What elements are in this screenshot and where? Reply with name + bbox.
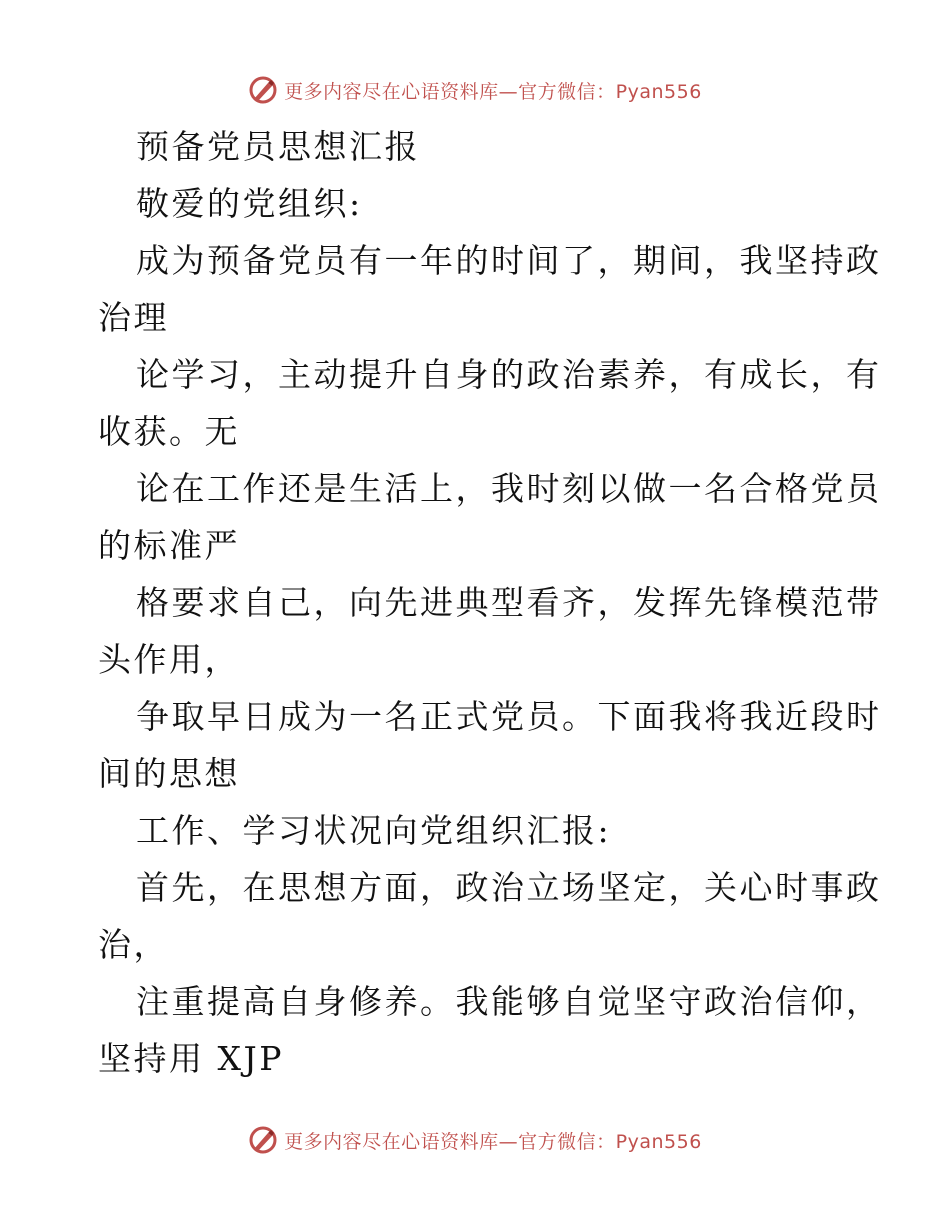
doc-line: 间的思想 — [98, 754, 240, 793]
doc-line: 治理 — [98, 298, 169, 337]
doc-salutation: 敬爱的党组织: — [136, 184, 363, 223]
doc-line: 首先，在思想方面，政治立场坚定，关心时事政 — [136, 868, 882, 907]
pen-logo-icon — [248, 75, 278, 105]
doc-line: 争取早日成为一名正式党员。下面我将我近段时 — [136, 697, 882, 736]
doc-line: 坚持用 XJP — [98, 1039, 284, 1078]
document-body — [98, 118, 882, 1087]
doc-line: 格要求自己，向先进典型看齐，发挥先锋模范带 — [136, 583, 882, 622]
doc-line: 头作用， — [98, 640, 240, 679]
doc-line: 治， — [98, 925, 169, 964]
footer-banner-text: 更多内容尽在心语资料库—官方微信：Pyan556 — [284, 1130, 702, 1153]
doc-line: 收获。无 — [98, 412, 240, 451]
doc-line: 工作、学习状况向党组织汇报: — [136, 811, 612, 850]
doc-line: 成为预备党员有一年的时间了，期间，我坚持政 — [136, 241, 882, 280]
doc-line: 论学习，主动提升自身的政治素养，有成长，有 — [136, 355, 882, 394]
doc-line: 注重提高自身修养。我能够自觉坚守政治信仰， — [136, 982, 882, 1021]
pen-logo-icon — [248, 1125, 278, 1155]
doc-line: 论在工作还是生活上，我时刻以做一名合格党员 — [136, 469, 882, 508]
doc-title: 预备党员思想汇报 — [136, 127, 420, 166]
footer-banner — [0, 1120, 950, 1160]
header-banner-text: 更多内容尽在心语资料库—官方微信：Pyan556 — [284, 80, 702, 103]
header-banner — [0, 70, 950, 110]
doc-line: 的标准严 — [98, 526, 240, 565]
